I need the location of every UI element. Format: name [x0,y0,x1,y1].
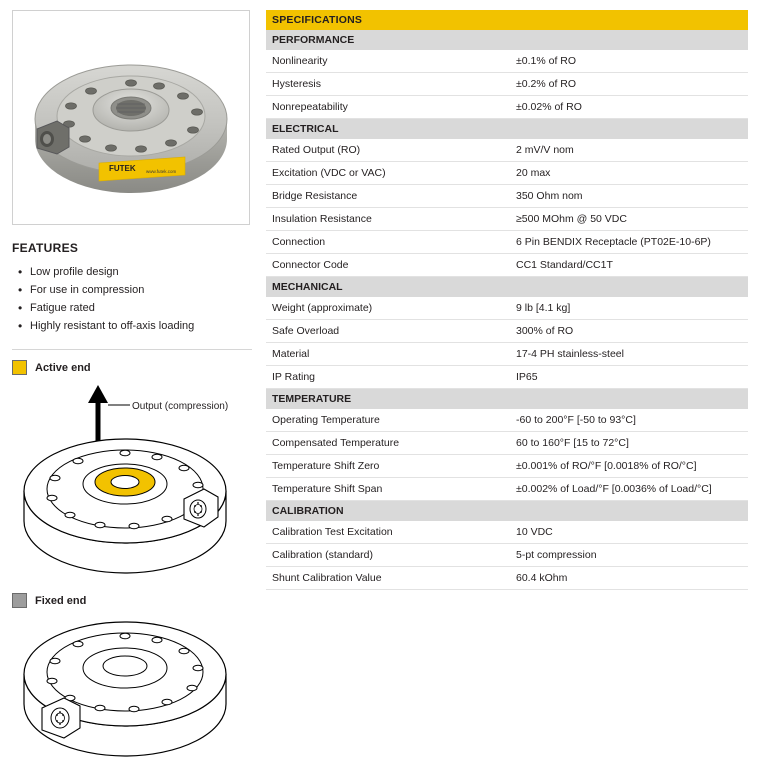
output-compression-callout: Output (compression) [132,401,229,412]
load-cell-photo-illustration [13,11,249,224]
table-row [266,254,748,277]
legend-fixed-end [12,593,252,608]
list-item: • Highly resistant to off-axis loading [30,317,252,335]
fixed-end-swatch-icon [12,593,27,608]
spec-label: Material [266,343,510,366]
table-row [266,73,748,96]
legend-label: Active end [35,361,91,374]
table-row [266,96,748,119]
spec-group-header [266,389,748,410]
svg-text:FUTEK: FUTEK [109,164,136,173]
fixed-end-line-drawing [12,612,262,772]
legend-active-end [12,360,252,375]
spec-label: Operating Temperature [266,409,510,432]
table-row [266,366,748,389]
spec-label: Compensated Temperature [266,432,510,455]
spec-title-row [266,10,748,30]
spec-label: Temperature Shift Zero [266,455,510,478]
table-row [266,544,748,567]
table-row [266,185,748,208]
spec-group-header [266,30,748,50]
table-row [266,455,748,478]
list-item: • Fatigue rated [30,299,252,317]
spec-value: ±0.02% of RO [510,96,748,119]
spec-value: CC1 Standard/CC1T [510,254,748,277]
spec-label: Nonrepeatability [266,96,510,119]
product-photo [12,10,250,225]
spec-value: IP65 [510,366,748,389]
active-end-line-drawing [12,379,262,589]
left-column [12,10,252,772]
spec-value: 2 mV/V nom [510,139,748,162]
spec-value: 350 Ohm nom [510,185,748,208]
spec-value: 9 lb [4.1 kg] [510,297,748,320]
group-label: MECHANICAL [266,277,748,298]
spec-label: Calibration (standard) [266,544,510,567]
specifications-table [266,10,748,590]
spec-label: Bridge Resistance [266,185,510,208]
spec-value: 300% of RO [510,320,748,343]
spec-label: Calibration Test Excitation [266,521,510,544]
table-row [266,50,748,73]
spec-group-header [266,501,748,522]
active-end-swatch-icon [12,360,27,375]
group-label: PERFORMANCE [266,30,748,50]
table-row [266,208,748,231]
spec-label: Connection [266,231,510,254]
spec-value: 60 to 160°F [15 to 72°C] [510,432,748,455]
spec-value: 20 max [510,162,748,185]
spec-label: Connector Code [266,254,510,277]
divider [12,349,252,350]
spec-label: Weight (approximate) [266,297,510,320]
fixed-end-diagram [12,612,262,772]
spec-title: SPECIFICATIONS [266,10,748,30]
spec-value: 10 VDC [510,521,748,544]
spec-value: 17-4 PH stainless-steel [510,343,748,366]
active-end-diagram [12,379,262,589]
spec-group-header [266,119,748,140]
spec-value: -60 to 200°F [-50 to 93°C] [510,409,748,432]
group-label: TEMPERATURE [266,389,748,410]
spec-label: Temperature Shift Span [266,478,510,501]
table-row [266,478,748,501]
table-row [266,521,748,544]
table-row [266,432,748,455]
group-label: ELECTRICAL [266,119,748,140]
spec-value: ±0.2% of RO [510,73,748,96]
spec-value: ±0.1% of RO [510,50,748,73]
table-row [266,297,748,320]
spec-label: IP Rating [266,366,510,389]
list-item: • For use in compression [30,281,252,299]
table-row [266,231,748,254]
spec-value: ±0.002% of Load/°F [0.0036% of Load/°C] [510,478,748,501]
features-list [12,263,252,335]
table-row [266,343,748,366]
spec-label: Insulation Resistance [266,208,510,231]
table-row [266,567,748,590]
spec-value: ±0.001% of RO/°F [0.0018% of RO/°C] [510,455,748,478]
spec-label: Shunt Calibration Value [266,567,510,590]
legend-label: Fixed end [35,594,87,607]
features-heading: FEATURES [12,241,79,255]
spec-value: ≥500 MOhm @ 50 VDC [510,208,748,231]
spec-group-header [266,277,748,298]
spec-value: 60.4 kOhm [510,567,748,590]
table-row [266,162,748,185]
spec-label: Rated Output (RO) [266,139,510,162]
spec-value: 5-pt compression [510,544,748,567]
list-item: • Low profile design [30,263,252,281]
spec-value: 6 Pin BENDIX Receptacle (PT02E-10-6P) [510,231,748,254]
svg-text:www.futek.com: www.futek.com [146,169,177,174]
spec-label: Hysteresis [266,73,510,96]
table-row [266,409,748,432]
spec-label: Safe Overload [266,320,510,343]
spec-label: Excitation (VDC or VAC) [266,162,510,185]
table-row [266,320,748,343]
group-label: CALIBRATION [266,501,748,522]
table-row [266,139,748,162]
spec-label: Nonlinearity [266,50,510,73]
